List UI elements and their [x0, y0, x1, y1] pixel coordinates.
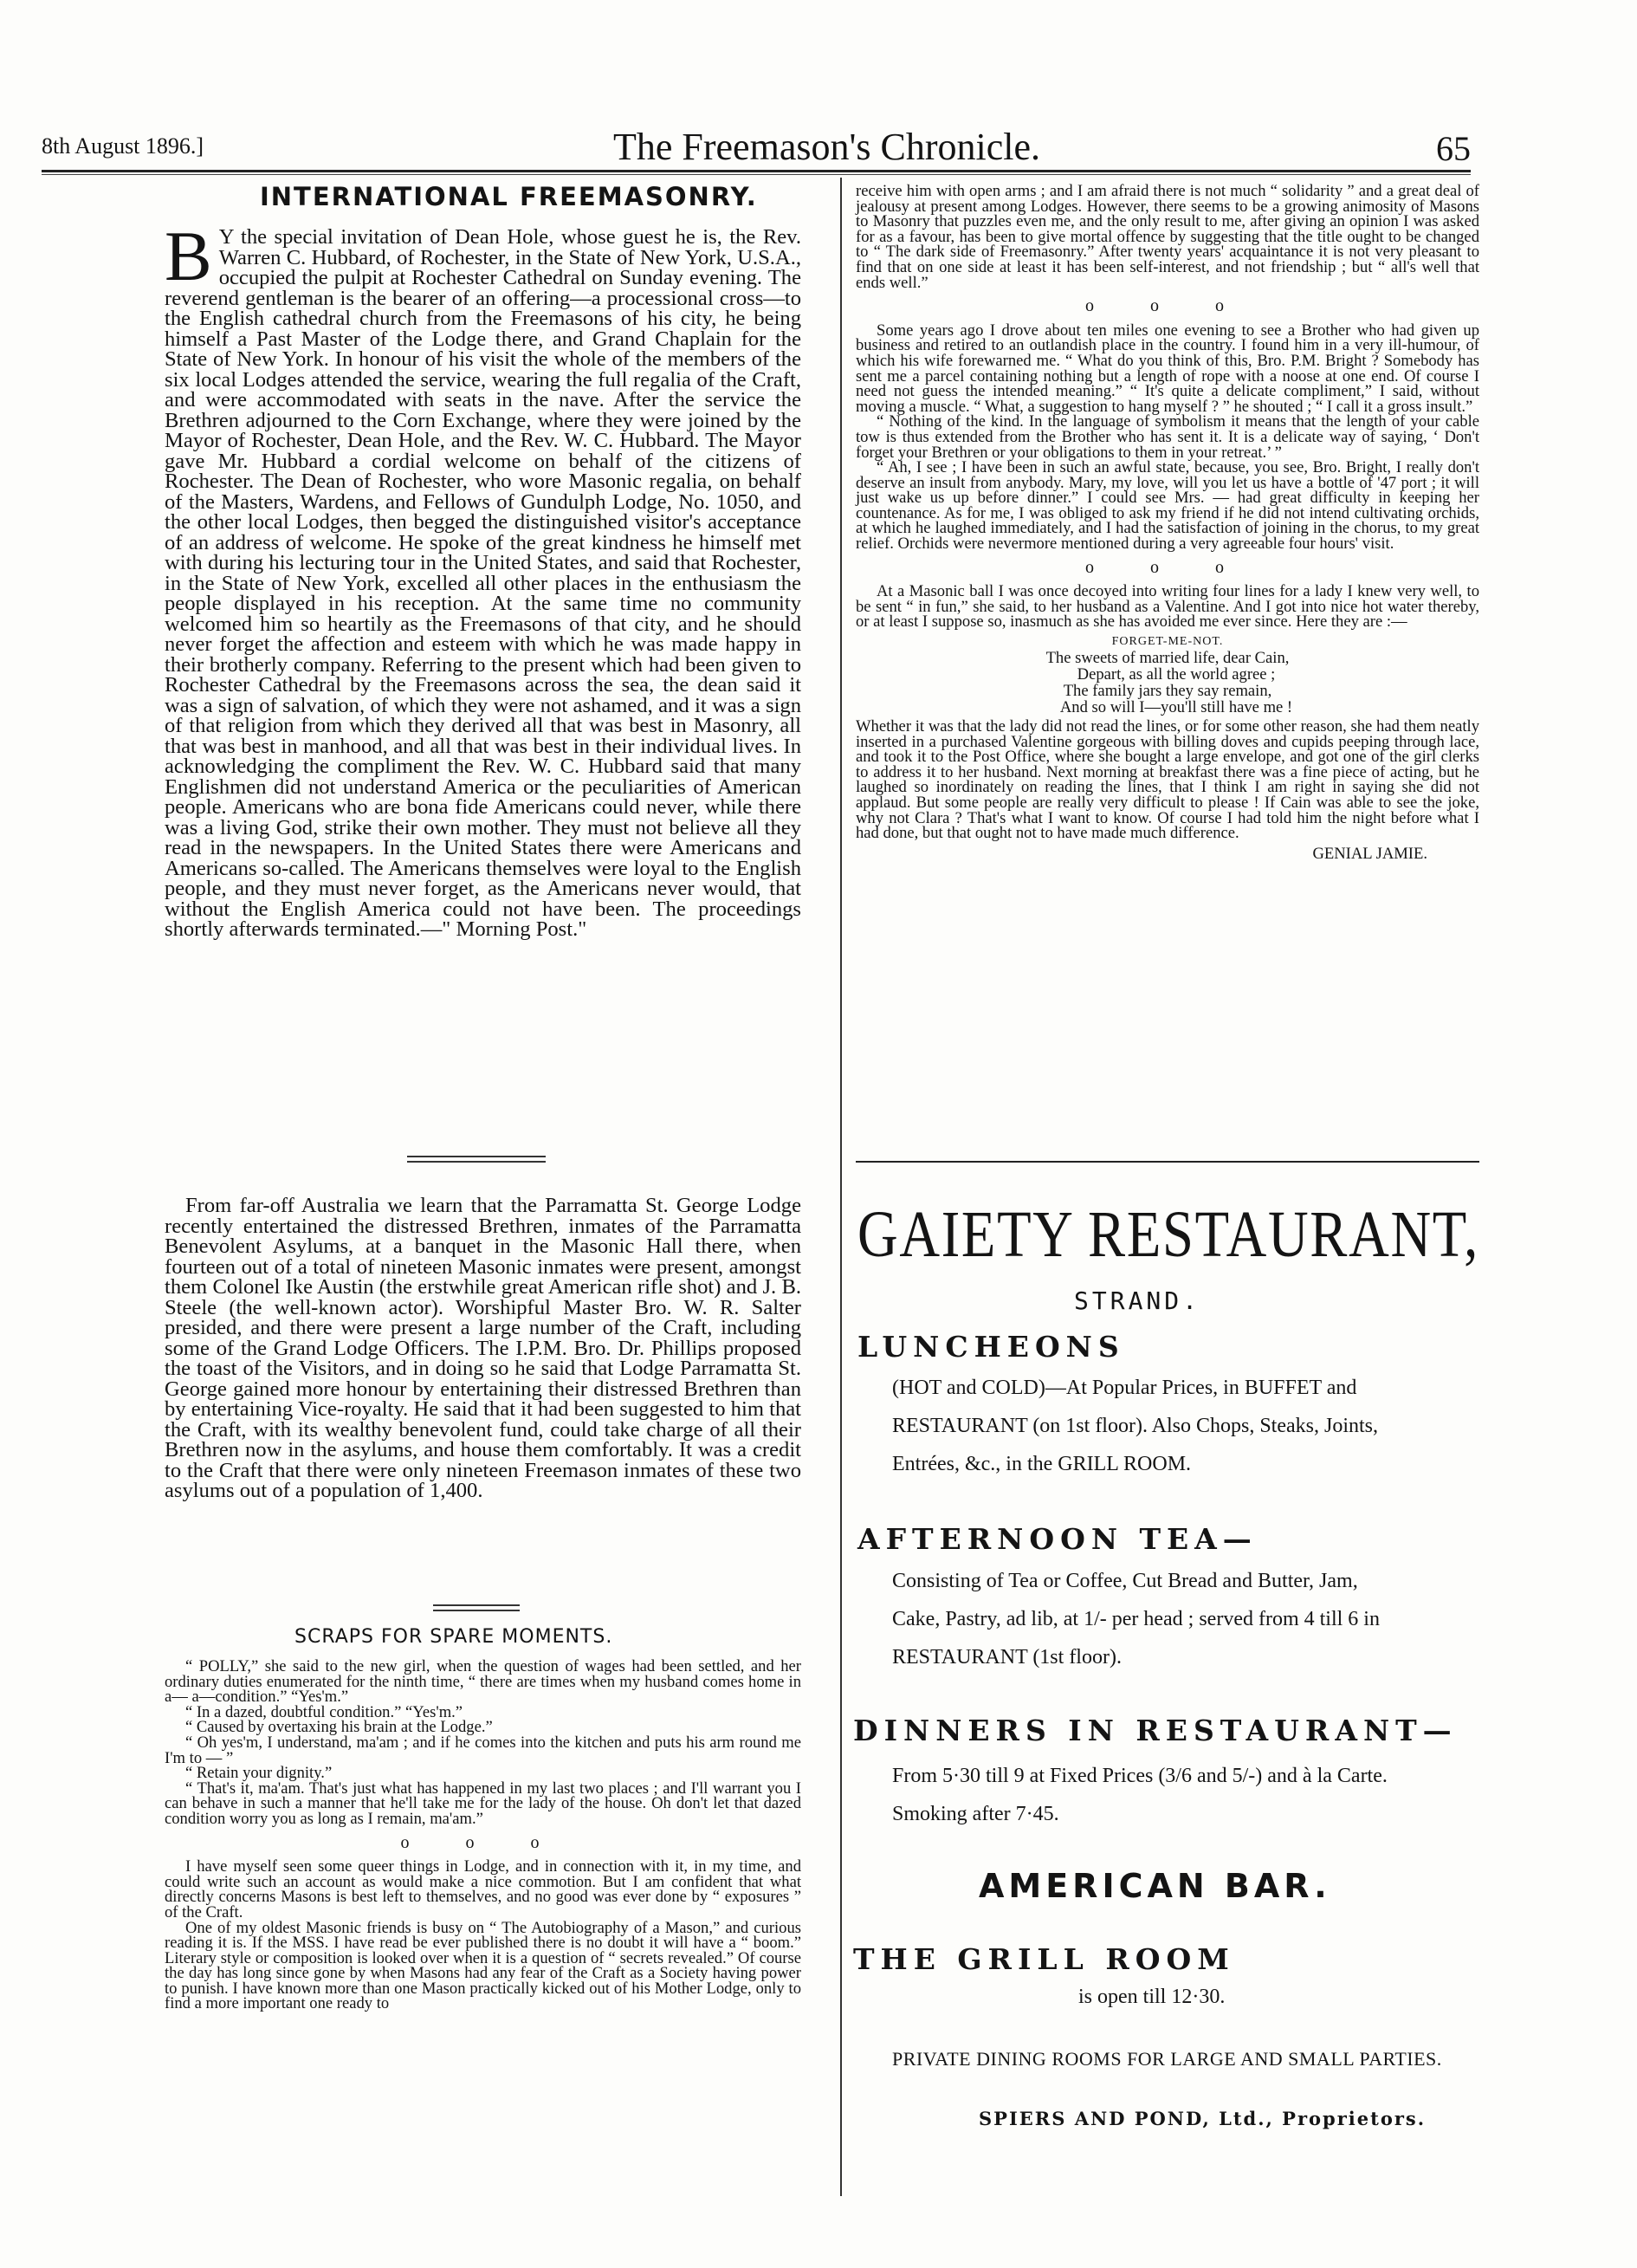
- paragraph: “ Oh yes'm, I understand, ma'am ; and if he comes into the kitchen and puts his arm round me I'm to — ”: [165, 1733, 801, 1767]
- drop-cap: B: [165, 217, 212, 295]
- proprietors-text: SPIERS AND POND, Ltd., Proprietors.: [979, 2108, 1427, 2129]
- private-dining-text: PRIVATE DINING ROOMS FOR LARGE AND SMALL PARTIES.: [892, 2048, 1442, 2070]
- text-line: RESTAURANT (1st floor).: [892, 1646, 1122, 1669]
- text-line: RESTAURANT (on 1st floor). Also Chops, Steaks, Joints,: [892, 1415, 1378, 1437]
- advertisement-rule: [856, 1161, 1479, 1163]
- article-title-scraps: SCRAPS FOR SPARE MOMENTS.: [294, 1626, 613, 1648]
- text-line: Entrées, &c., in the GRILL ROOM.: [892, 1453, 1192, 1475]
- paragraph: Whether it was that the lady did not read the lines, or for some other reason, she had them neatly inserted in a purchased Valentine gorgeous with billing doves and cupids peeping through lace, and took it to the Post Office, where she bought a large envelope, and got one of the girl clerks to address it to her husband. Next morning at breakfast there was a fine piece of acting, but he laughed so inordinately on reading the lines, that I think I am right in saying she did not applaud. But some people are really very difficult to please ! If Cain was able to see the joke, why not Clara ? That's what I want to know. Of course I had told him the night before what I had done, but that ought not to have made much difference.: [856, 717, 1479, 843]
- paragraph: Some years ago I drove about ten miles one evening to see a Brother who had given up business and retired to an outlandish place in the country. I found him in a very ill-humour, of which his wife forewarned me. “ What do you think of this, Bro. P.M. Bright ? Somebody has sent me a parcel containing nothing but a length of rope with a noose at one end. Of course I need not guess the intended meaning.” “ It's quite a delicate compliment,” I said, without moving a muscle. “ What, a suggestion to hang myself ? ” he shouted ; “ I call it a gross insult.”: [856, 321, 1479, 416]
- paragraph: “ Ah, I see ; I have been in such an awful state, because, you see, Bro. Bright, I really don't deserve an insult from anybody. Mary, my love, will you let us have a bottle of '47 port ; it will just wake us up before dinner.” I could see Mrs. — had great difficulty in keeping her countenance. As for me, I was obliged to ask my friend if he did not intend cultivating orchids, at which he laughed immediately, and I had the satisfaction of joining in the chorus, to my great relief. Orchids were nevermore mentioned during a very agreeable four hours' visit.: [856, 458, 1479, 554]
- article-text: From far-off Australia we learn that the Parramatta St. George Lodge recently entertained the distressed Brethren, inmates of the Parramatta Benevolent Asylums, at a banquet in the Masonic Hall there, when fourteen out of a total of nineteen Masonic inmates were present, amongst them Colonel Ike Austin (the erstwhile great American rifle shot) and J. B. Steele (the well-known actor). Worshipful Master Bro. W. R. Salter presided, and there were present a large number of the Craft, including some of the Grand Lodge Officers. The I.P.M. Bro. Dr. Phillips proposed the toast of the Visitors, and in doing so he said that Lodge Parramatta St. George gained more honour by entertaining their distressed Brethren than by entertaining Vice-royalty. He said that it had been suggested to him that the Craft, with its wealthy benevolent fund, could take charge of all their Brethren now in the asylums, and house them comfortably. It was a credit to the Craft that there were only nineteen Freemason inmates of these two asylums out of a population of 1,400.: [165, 1194, 801, 1502]
- section-heading-dinners: DINNERS IN RESTAURANT—: [853, 1714, 1458, 1747]
- poem-line: The sweets of married life, dear Cain,: [1045, 649, 1290, 668]
- section-heading-grill-room: THE GRILL ROOM: [853, 1942, 1235, 1976]
- article-body-australia: [165, 1196, 801, 1501]
- text-line: (HOT and COLD)—At Popular Prices, in BUFFET and: [892, 1377, 1357, 1399]
- luncheons-text: [892, 1369, 1378, 1483]
- section-ornament: o o o: [400, 1832, 566, 1852]
- article-body-scraps: [165, 1659, 801, 2012]
- paragraph: “ That's it, ma'am. That's just what has happened in my last two places ; and I'll warrant you I can behave in such a manner that he'll take me for the lady of the house. Oh don't let that dazed condition worry you as long as I remain, ma'am.”: [165, 1779, 801, 1828]
- poem-title: FORGET-ME-NOT.: [1111, 635, 1224, 649]
- page-number: 65: [1436, 129, 1471, 168]
- article-text: Y the special invitation of Dean Hole, whose guest he is, the Rev. Warren C. Hubbard, of Rochester, in the State of New York, U.S.A., occupied the pulpit at Rochester Cathedral on Sunday evening. The reverend gentleman is the bearer of an offering—a processional cross—to the English cathedral church from the Freemasons of his city, he being himself a Past Master of the Lodge there, and Grand Chaplain for the State of New York. In honour of his visit the whole of the members of the six local Lodges attended the service, wearing the full regalia of the Craft, and were accommodated with seats in the nave. After the service the Brethren adjourned to the Corn Exchange, where they were joined by the Mayor of Rochester, Dean Hole, and the Rev. W. C. Hubbard. The Mayor gave Mr. Hubbard a cordial welcome on behalf of the citizens of Rochester. The Dean of Rochester, who wore Masonic regalia, on behalf of the Masters, Wardens, and Fellows of Gundulph Lodge, No. 1050, and the other local Lodges, then begged the distinguished visitor's acceptance of an address of welcome. He spoke of the great kindness he himself met with during his lecturing tour in the United States, and said that Rochester, in the State of New York, excelled all other places in the enthusiasm the people displayed in his reception. At the same time no community welcomed him so heartily as the Freemasons of that city, and he should never forget the affection and esteem with which he was made happy in their brotherly company. Referring to the present which had been given to Rochester Cathedral by the Freemasons across the sea, the dean said it was a sign of salvation, of which they were not ashamed, and it was a sign of that religion from which they derived all that was best in Masonry, all that was best in manhood, and all that was best in their individual lives. In acknowledging the compliment the Rev. W. C. Hubbard said that many Englishmen did not understand America or the peculiarities of American people. Americans who are bona fide Americans could never, while there was a living God, strike their own mother. They must not believe all they read in the newspapers. In the United States there were Americans and Americans so-called. The Americans themselves were loyal to the English people, and they must never forget, as the Americans never would, that without the English America could not have been. The proceedings shortly afterwards terminated.—" Morning Post.": [165, 225, 801, 941]
- column-divider: [840, 178, 842, 2196]
- article-body-international-freemasonry: [165, 217, 801, 941]
- american-bar-heading: AMERICAN BAR.: [979, 1867, 1331, 1905]
- poem: [856, 633, 1479, 716]
- section-heading-afternoon-tea: AFTERNOON TEA—: [857, 1522, 1258, 1556]
- text-line: Consisting of Tea or Coffee, Cut Bread and Butter, Jam,: [892, 1570, 1358, 1592]
- section-heading-luncheons: LUNCHEONS: [857, 1330, 1125, 1364]
- text-line: Smoking after 7·45.: [892, 1803, 1059, 1825]
- text-line: Cake, Pastry, ad lib, at 1/- per head ; served from 4 till 6 in: [892, 1608, 1380, 1630]
- poem-line: Depart, as all the world agree ;: [1077, 665, 1276, 684]
- page-header: [42, 125, 1471, 166]
- section-separator: [433, 1604, 520, 1606]
- paragraph: One of my oldest Masonic friends is busy on “ The Autobiography of a Mason,” and curious reading it is. If the MSS. I have read be ever published there is no doubt it will have a “ boom.” Literary style or composition is looked over when it is a question of “ secrets revealed.” Of course the day has long since gone by when Masons had any fear of the Craft as a Society having power to punish. I have known more than one Mason practically kicked out of his Mother Lodge, only to find a more important one ready to: [165, 1918, 801, 2013]
- paragraph: “ POLLY,” she said to the new girl, when the question of wages had been settled, and her ordinary duties enumerated for the ninth time, “ there are times when my husband comes home in a— a—condition.” “Yes'm.”: [165, 1657, 801, 1707]
- dinners-text: [892, 1757, 1388, 1833]
- text-line: From 5·30 till 9 at Fixed Prices (3/6 and 5/-) and à la Carte.: [892, 1765, 1388, 1787]
- advertisement-subtitle: STRAND.: [1074, 1286, 1201, 1315]
- paragraph: I have myself seen some queer things in Lodge, and in connection with it, in my time, and could write such an account as would make a nice commotion. But I am confident that what directly concerns Masons is best left to themselves, and no good was ever done by “ exposures ” of the Craft.: [165, 1857, 801, 1921]
- grill-room-text: is open till 12·30.: [1078, 1986, 1226, 2008]
- paragraph: “ Caused by overtaxing his brain at the Lodge.”: [185, 1718, 493, 1737]
- paragraph: “ In a dazed, doubtful condition.” “Yes'm.”: [185, 1702, 463, 1721]
- section-ornament: o o o: [1085, 296, 1250, 316]
- newspaper-title: The Freemason's Chronicle.: [613, 126, 1041, 168]
- section-separator: [433, 1610, 520, 1611]
- header-rule: [42, 170, 1471, 172]
- issue-date: 8th August 1896.]: [42, 133, 204, 159]
- advertisement-title: GAIETY RESTAURANT,: [857, 1198, 1480, 1271]
- article-title-international-freemasonry: INTERNATIONAL FREEMASONRY.: [260, 182, 758, 211]
- section-separator: [407, 1161, 546, 1163]
- header-rule-thin: [42, 174, 1471, 175]
- right-column-text: [856, 184, 1479, 861]
- poem-line: And so will I—you'll still have me !: [1059, 698, 1293, 717]
- signature: GENIAL JAMIE.: [1312, 844, 1427, 863]
- paragraph: receive him with open arms ; and I am afraid there is not much “ solidarity ” and a great deal of jealousy at present among Lodges. However, there seems to be a growing animosity of Masons to Masonry that puzzles even me, and the only result to me, after giving an opinion I was asked for as a favour, has been to give mortal offence by suggesting that the title ought to be changed to “ The dark side of Freemasonry.” After twenty years' acquaintance it is not very pleasant to find that on one side at least it has been self-interest, and not friendship ; but “ all's well that ends well.”: [856, 182, 1479, 292]
- paragraph: “ Retain your dignity.”: [185, 1764, 333, 1783]
- paragraph: “ Nothing of the kind. In the language of symbolism it means that the length of your cable tow is thus extended from the Brother who has sent it. It is a delicate way of saying, ‘ Don't forget your Brethren or your obligations to them in your retreat.’ ”: [856, 412, 1479, 462]
- section-separator: [407, 1156, 546, 1157]
- afternoon-tea-text: [892, 1562, 1380, 1676]
- poem-line: The family jars they say remain,: [1063, 682, 1272, 701]
- paragraph: At a Masonic ball I was once decoyed into writing four lines for a lady I knew very well, to be sent “ in fun,” she said, to her husband as a Valentine. And I got into nice hot water thereby, or at least I suppose so, inasmuch as she has avoided me ever since. Here they are :—: [856, 582, 1479, 632]
- section-ornament: o o o: [1085, 557, 1250, 577]
